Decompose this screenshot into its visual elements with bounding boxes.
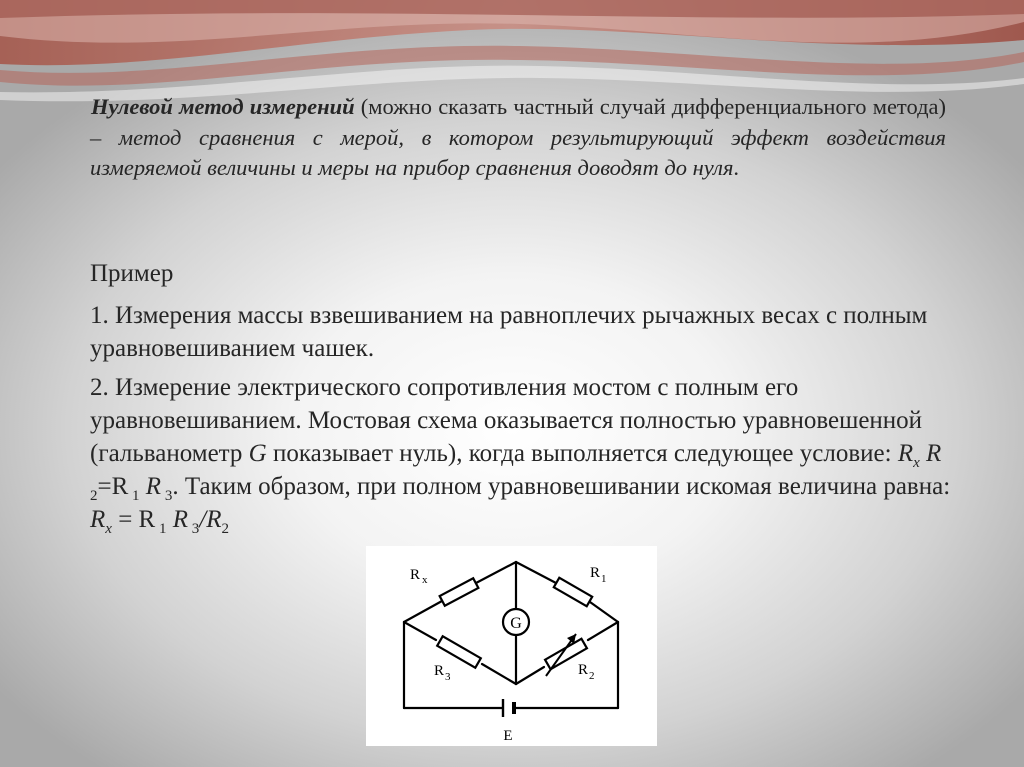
formula-r3: R [166,506,189,533]
formula-r2-sub: 2 [221,521,229,537]
wire-r3-bottom [482,664,516,684]
wire-top-rx [476,562,516,583]
r1-label: R [590,565,601,581]
wire-right-r2 [588,622,618,640]
r2-label-sub: 2 [589,670,595,682]
source-label: E [503,728,513,744]
rx-label-sub: x [422,574,428,586]
item-1-text: Измерения массы взвешиванием на равноплечих рычажных весах с полным уравновешиванием чашек. [90,302,928,362]
wire-top-r1 [516,562,556,583]
condition-r3-sub: 3 [161,488,173,504]
r2-label: R [578,662,589,678]
condition-equals: =R [97,473,129,500]
condition-r3: R [139,473,162,500]
wire-r2-bottom [516,667,544,684]
item-2-text-3: . Таким образом, при полном уравновешивании искомая величина равна: [172,473,951,500]
example-item-1 [90,299,960,365]
definition-end: . [733,155,740,180]
condition-r2-sub: 2 [90,488,98,504]
condition-rx-sub: x [913,455,920,471]
formula-divide: /R [199,506,222,533]
galvanometer-symbol: G [248,440,267,467]
definition-paragraph [90,92,946,184]
formula-rx-sub: x [105,521,112,537]
definition-note: (можно сказать частный случай дифференциального метода) – [90,94,946,150]
r3-label-sub: 3 [445,671,451,683]
item-2-text-2: показывает нуль), когда выполняется следующее условие: [266,440,898,467]
galvanometer-label: G [510,615,522,632]
item-1-number: 1. [90,302,109,329]
item-2-number: 2. [90,374,109,401]
r3-label: R [434,663,445,679]
r1-label-sub: 1 [601,573,607,585]
formula-r3-sub: 3 [188,521,200,537]
wire-left-r3 [404,622,436,640]
resistor-r1 [554,578,592,607]
resistor-rx [440,578,479,606]
wire-r1-right [590,602,618,622]
wire-rx-left [404,601,442,622]
example-heading: Пример [90,260,174,287]
condition-r1-sub: 1 [128,488,140,504]
bridge-circuit-diagram [366,546,657,746]
example-item-2 [90,371,960,536]
bridge-circuit-figure [366,546,657,746]
rx-label: R [410,567,421,583]
definition-term: Нулевой метод измерений [91,94,355,119]
item-2-text: Измерение электрического сопротивления мостом с полным его уравновешиванием. Мостовая схема оказывается полностью уравновешенной (гальванометр [90,374,923,467]
formula-equals: = R [111,506,156,533]
formula-r1-sub: 1 [155,521,167,537]
formula-rx: R [90,506,106,533]
definition-text: метод сравнения с мерой, в котором результирующий эффект воздействия измеряемой величины и меры на прибор сравнения доводят до нуля [90,124,946,180]
condition-rx: R [897,440,914,467]
condition-r2: R [919,440,942,467]
